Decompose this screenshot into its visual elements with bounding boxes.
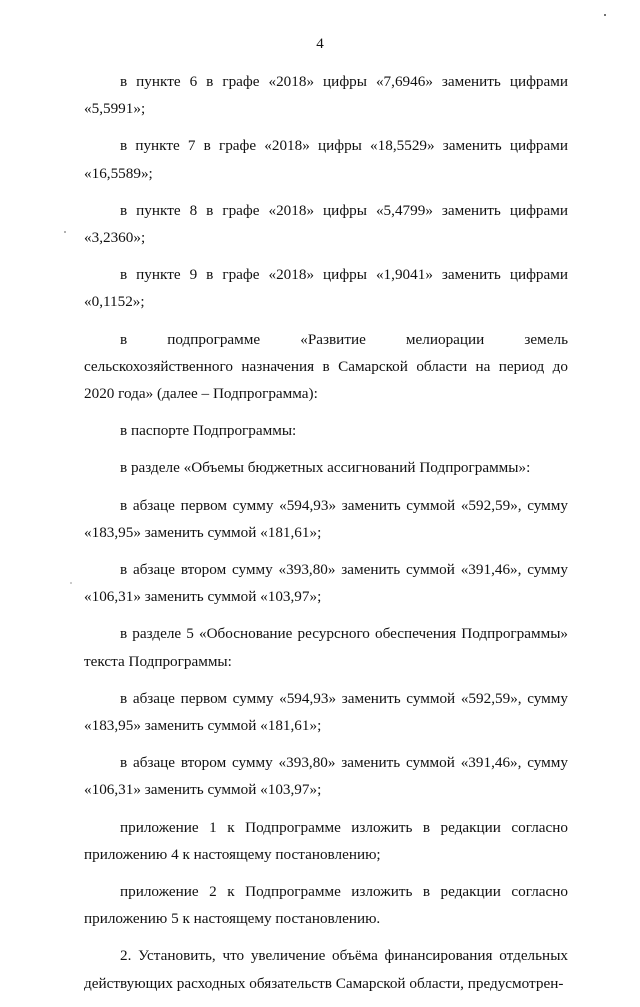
paragraph-appendix-2: приложение 2 к Подпрограмме изложить в редакции согласно приложению 5 к настоящему постановлению. [84, 883, 568, 928]
paragraph-first-abzats-1: в абзаце первом сумму «594,93» заменить суммой «592,59», сумму «183,95» заменить суммой «181,61»; [84, 496, 568, 541]
document-body [84, 68, 568, 1007]
scan-speck [70, 582, 72, 584]
scan-speck [604, 14, 606, 16]
paragraph-second-abzats-1: в абзаце втором сумму «393,80» заменить суммой «391,46», сумму «106,31» заменить суммой «103,97»; [84, 561, 568, 606]
paragraph-item-9: в пункте 9 в графе «2018» цифры «1,9041» заменить цифрами «0,1152»; [84, 266, 568, 311]
page-number: 4 [316, 36, 324, 52]
paragraph-subprogram: в подпрограмме «Развитие мелиорации земель сельскохозяйственного назначения в Самарской области на период до 2020 года» (далее – Подпрограмма): [84, 330, 568, 403]
paragraph-item-7: в пункте 7 в графе «2018» цифры «18,5529» заменить цифрами «16,5589»; [84, 137, 568, 182]
paragraph-section-5: в разделе 5 «Обоснование ресурсного обеспечения Подпрограммы» текста Подпрограммы: [84, 625, 568, 670]
paragraph-appendix-1: приложение 1 к Подпрограмме изложить в редакции согласно приложению 4 к настоящему постановлению; [84, 818, 568, 863]
paragraph-item-6: в пункте 6 в графе «2018» цифры «7,6946» заменить цифрами «5,5991»; [84, 73, 568, 118]
paragraph-passport: в паспорте Подпрограммы: [120, 422, 297, 440]
paragraph-budget-section: в разделе «Объемы бюджетных ассигнований Подпрограммы»: [120, 459, 531, 477]
paragraph-second-abzats-2: в абзаце втором сумму «393,80» заменить суммой «391,46», сумму «106,31» заменить суммой «103,97»; [84, 754, 568, 799]
scan-speck [64, 231, 66, 233]
paragraph-item-8: в пункте 8 в графе «2018» цифры «5,4799» заменить цифрами «3,2360»; [84, 201, 568, 247]
paragraph-first-abzats-2: в абзаце первом сумму «594,93» заменить суммой «592,59», сумму «183,95» заменить суммой «181,61»; [84, 689, 568, 735]
paragraph-item-2: 2. Установить, что увеличение объёма финансирования отдельных действующих расходных обязательств Самарской области, предусмотрен- [84, 947, 568, 992]
